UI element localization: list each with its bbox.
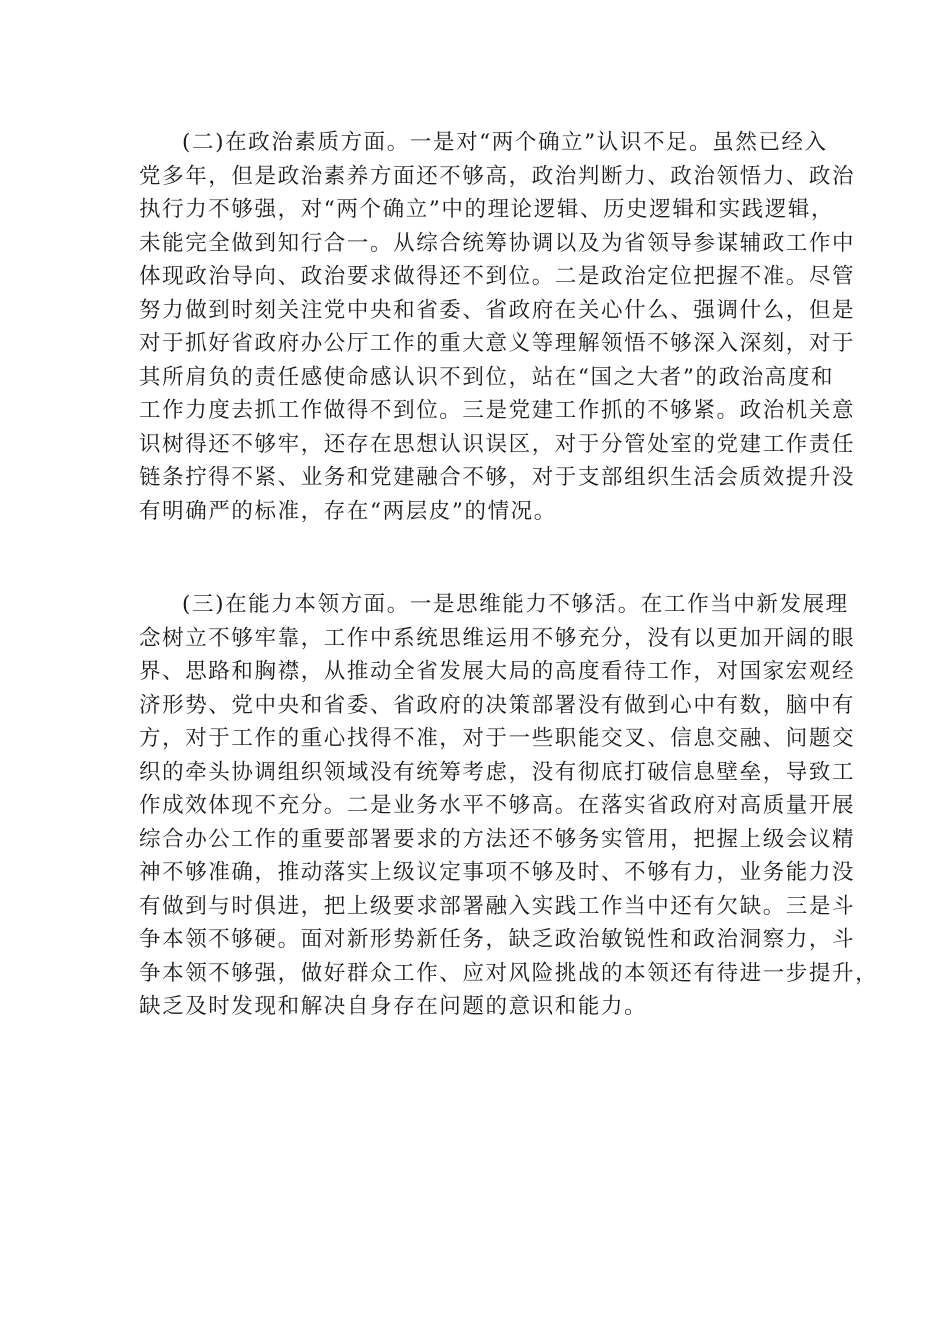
paragraph-line: 作成效体现不充分。二是业务水平不够高。在落实省政府对高质量开展 [139, 793, 856, 818]
paragraph-line: 缺乏及时发现和解决自身存在问题的意识和能力。 [139, 994, 648, 1019]
paragraph-line: (三)在能力本领方面。一是思维能力不够活。在工作当中新发展理 [182, 592, 849, 617]
paragraph-ability-skills [139, 588, 879, 1024]
paragraph-line: 方，对于工作的重心找得不准，对于一些职能交叉、信息交融、问题交 [139, 726, 856, 751]
paragraph-line: 综合办公工作的重要部署要求的方法还不够务实管用，把握上级会议精 [139, 826, 856, 852]
paragraph-line: 工作力度去抓工作做得不到位。三是党建工作抓的不够紧。政治机关意 [139, 398, 856, 423]
paragraph-line: 界、思路和胸襟，从推动全省发展大局的高度看待工作，对国家宏观经 [139, 659, 856, 684]
paragraph-line: 其所肩负的责任感使命感认识不到位，站在“国之大者”的政治高度和 [139, 364, 835, 390]
paragraph-political-quality [139, 126, 856, 528]
paragraph-line: 党多年，但是政治素养方面还不够高，政治判断力、政治领悟力、政治 [139, 163, 856, 189]
paragraph-line: 链条拧得不紧、业务和党建融合不够，对于支部组织生活会质效提升没 [139, 465, 856, 490]
paragraph-line: 努力做到时刻关注党中央和省委、省政府在关心什么、强调什么，但是 [139, 297, 856, 323]
paragraph-line: 未能完全做到知行合一。从综合统筹协调以及为省领导参谋辅政工作中 [139, 230, 856, 256]
paragraph-line: (二)在政治素质方面。一是对“两个确立”认识不足。虽然已经入 [182, 130, 828, 155]
paragraph-line: 织的牵头协调组织领域没有统筹考虑，没有彻底打破信息壁垒，导致工 [139, 759, 856, 785]
paragraph-line: 识树得还不够牢，还存在思想认识误区，对于分管处室的党建工作责任 [139, 431, 856, 457]
paragraph-line: 争本领不够强，做好群众工作、应对风险挑战的本领还有待进一步提升， [139, 960, 879, 986]
paragraph-line: 济形势、党中央和省委、省政府的决策部署没有做到心中有数，脑中有 [139, 692, 856, 718]
paragraph-line: 体现政治导向、政治要求做得还不到位。二是政治定位把握不准。尽管 [139, 264, 856, 289]
paragraph-line: 对于抓好省政府办公厅工作的重大意义等理解领悟不够深入深刻，对于 [139, 331, 856, 356]
paragraph-line: 念树立不够牢靠，工作中系统思维运用不够充分，没有以更加开阔的眼 [139, 625, 856, 651]
paragraph-line: 神不够准确，推动落实上级议定事项不够及时、不够有力，业务能力没 [139, 860, 856, 885]
paragraph-line: 有做到与时俱进，把上级要求部署融入实践工作当中还有欠缺。三是斗 [139, 893, 856, 919]
paragraph-line: 有明确严的标准，存在“两层皮”的情况。 [139, 498, 557, 524]
paragraph-line: 执行力不够强，对“两个确立”中的理论逻辑、历史逻辑和实践逻辑， [139, 197, 835, 222]
paragraph-line: 争本领不够硬。面对新形势新任务，缺乏政治敏锐性和政治洞察力，斗 [139, 927, 856, 952]
